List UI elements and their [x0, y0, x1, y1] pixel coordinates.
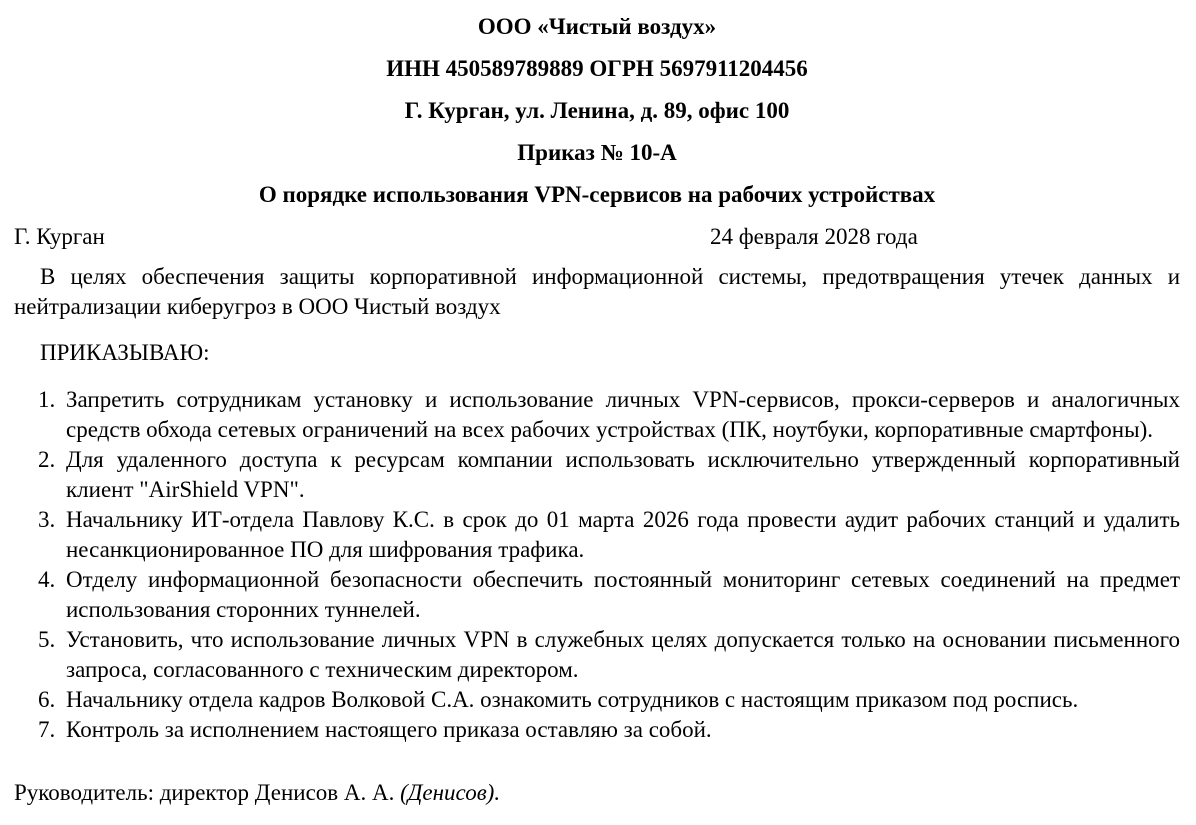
- signature-line: [14, 778, 1180, 808]
- list-item-text: Контроль за исполнением настоящего приказа оставляю за собой.: [66, 717, 712, 742]
- list-item-number: 7.: [38, 717, 56, 742]
- directive-keyword: ПРИКАЗЫВАЮ:: [40, 340, 210, 365]
- list-item-text: Начальнику ИТ-отдела Павлову К.С. в срок до 01 марта 2026 года провести аудит рабочих станций и удалить несанкционированное ПО для шифрования трафика.: [66, 507, 1180, 562]
- list-item: [38, 625, 1180, 685]
- date-label: 24 февраля 2028 года: [710, 224, 918, 249]
- list-item-number: 6.: [38, 687, 56, 712]
- list-item-text: Запретить сотрудникам установку и использование личных VPN-сервисов, прокси-серверов и аналогичных средств обхода сетевых ограничений на всех рабочих устройствах (ПК, ноутбуки, корпоративные смартфоны).: [66, 387, 1180, 442]
- list-item: [38, 385, 1180, 445]
- company-name: ООО «Чистый воздух»: [477, 14, 717, 39]
- list-item: [38, 445, 1180, 505]
- list-item-number: 5.: [38, 627, 56, 652]
- list-item-text: Отделу информационной безопасности обеспечить постоянный мониторинг сетевых соединений на предмет использования сторонних туннелей.: [66, 567, 1180, 622]
- company-address: Г. Курган, ул. Ленина, д. 89, офис 100: [404, 98, 790, 123]
- list-item-number: 1.: [38, 387, 56, 412]
- list-item: [38, 685, 1180, 715]
- signature-name: Руководитель: директор Денисов А. А.: [14, 780, 401, 805]
- signature-surname-italic: (Денисов).: [400, 780, 501, 805]
- list-item-text: Для удаленного доступа к ресурсам компании использовать исключительно утвержденный корпоративный клиент "AirShield VPN".: [66, 447, 1180, 502]
- company-inn-ogrn: ИНН 450589789889 ОГРН 5697911204456: [386, 56, 808, 81]
- list-item-number: 3.: [38, 507, 56, 532]
- preamble-text: В целях обеспечения защиты корпоративной информационной системы, предотвращения утечек данных и нейтрализации киберугроз в ООО Чистый воздух: [14, 264, 1180, 319]
- list-item: [38, 715, 1180, 745]
- list-item-text: Начальнику отдела кадров Волковой С.А. ознакомить сотрудников с настоящим приказом под роспись.: [66, 687, 1079, 712]
- city-date-row: [14, 222, 1180, 252]
- list-item-number: 2.: [38, 447, 56, 472]
- list-item-number: 4.: [38, 567, 56, 592]
- list-item: [38, 505, 1180, 565]
- order-number: Приказ № 10-А: [517, 140, 677, 165]
- order-subject: О порядке использования VPN-сервисов на рабочих устройствах: [258, 182, 936, 207]
- order-items-list: [14, 385, 1180, 745]
- list-item-text: Установить, что использование личных VPN в служебных целях допускается только на основании письменного запроса, согласованного с техническим директором.: [66, 627, 1180, 682]
- city-label: Г. Курган: [14, 224, 105, 249]
- list-item: [38, 565, 1180, 625]
